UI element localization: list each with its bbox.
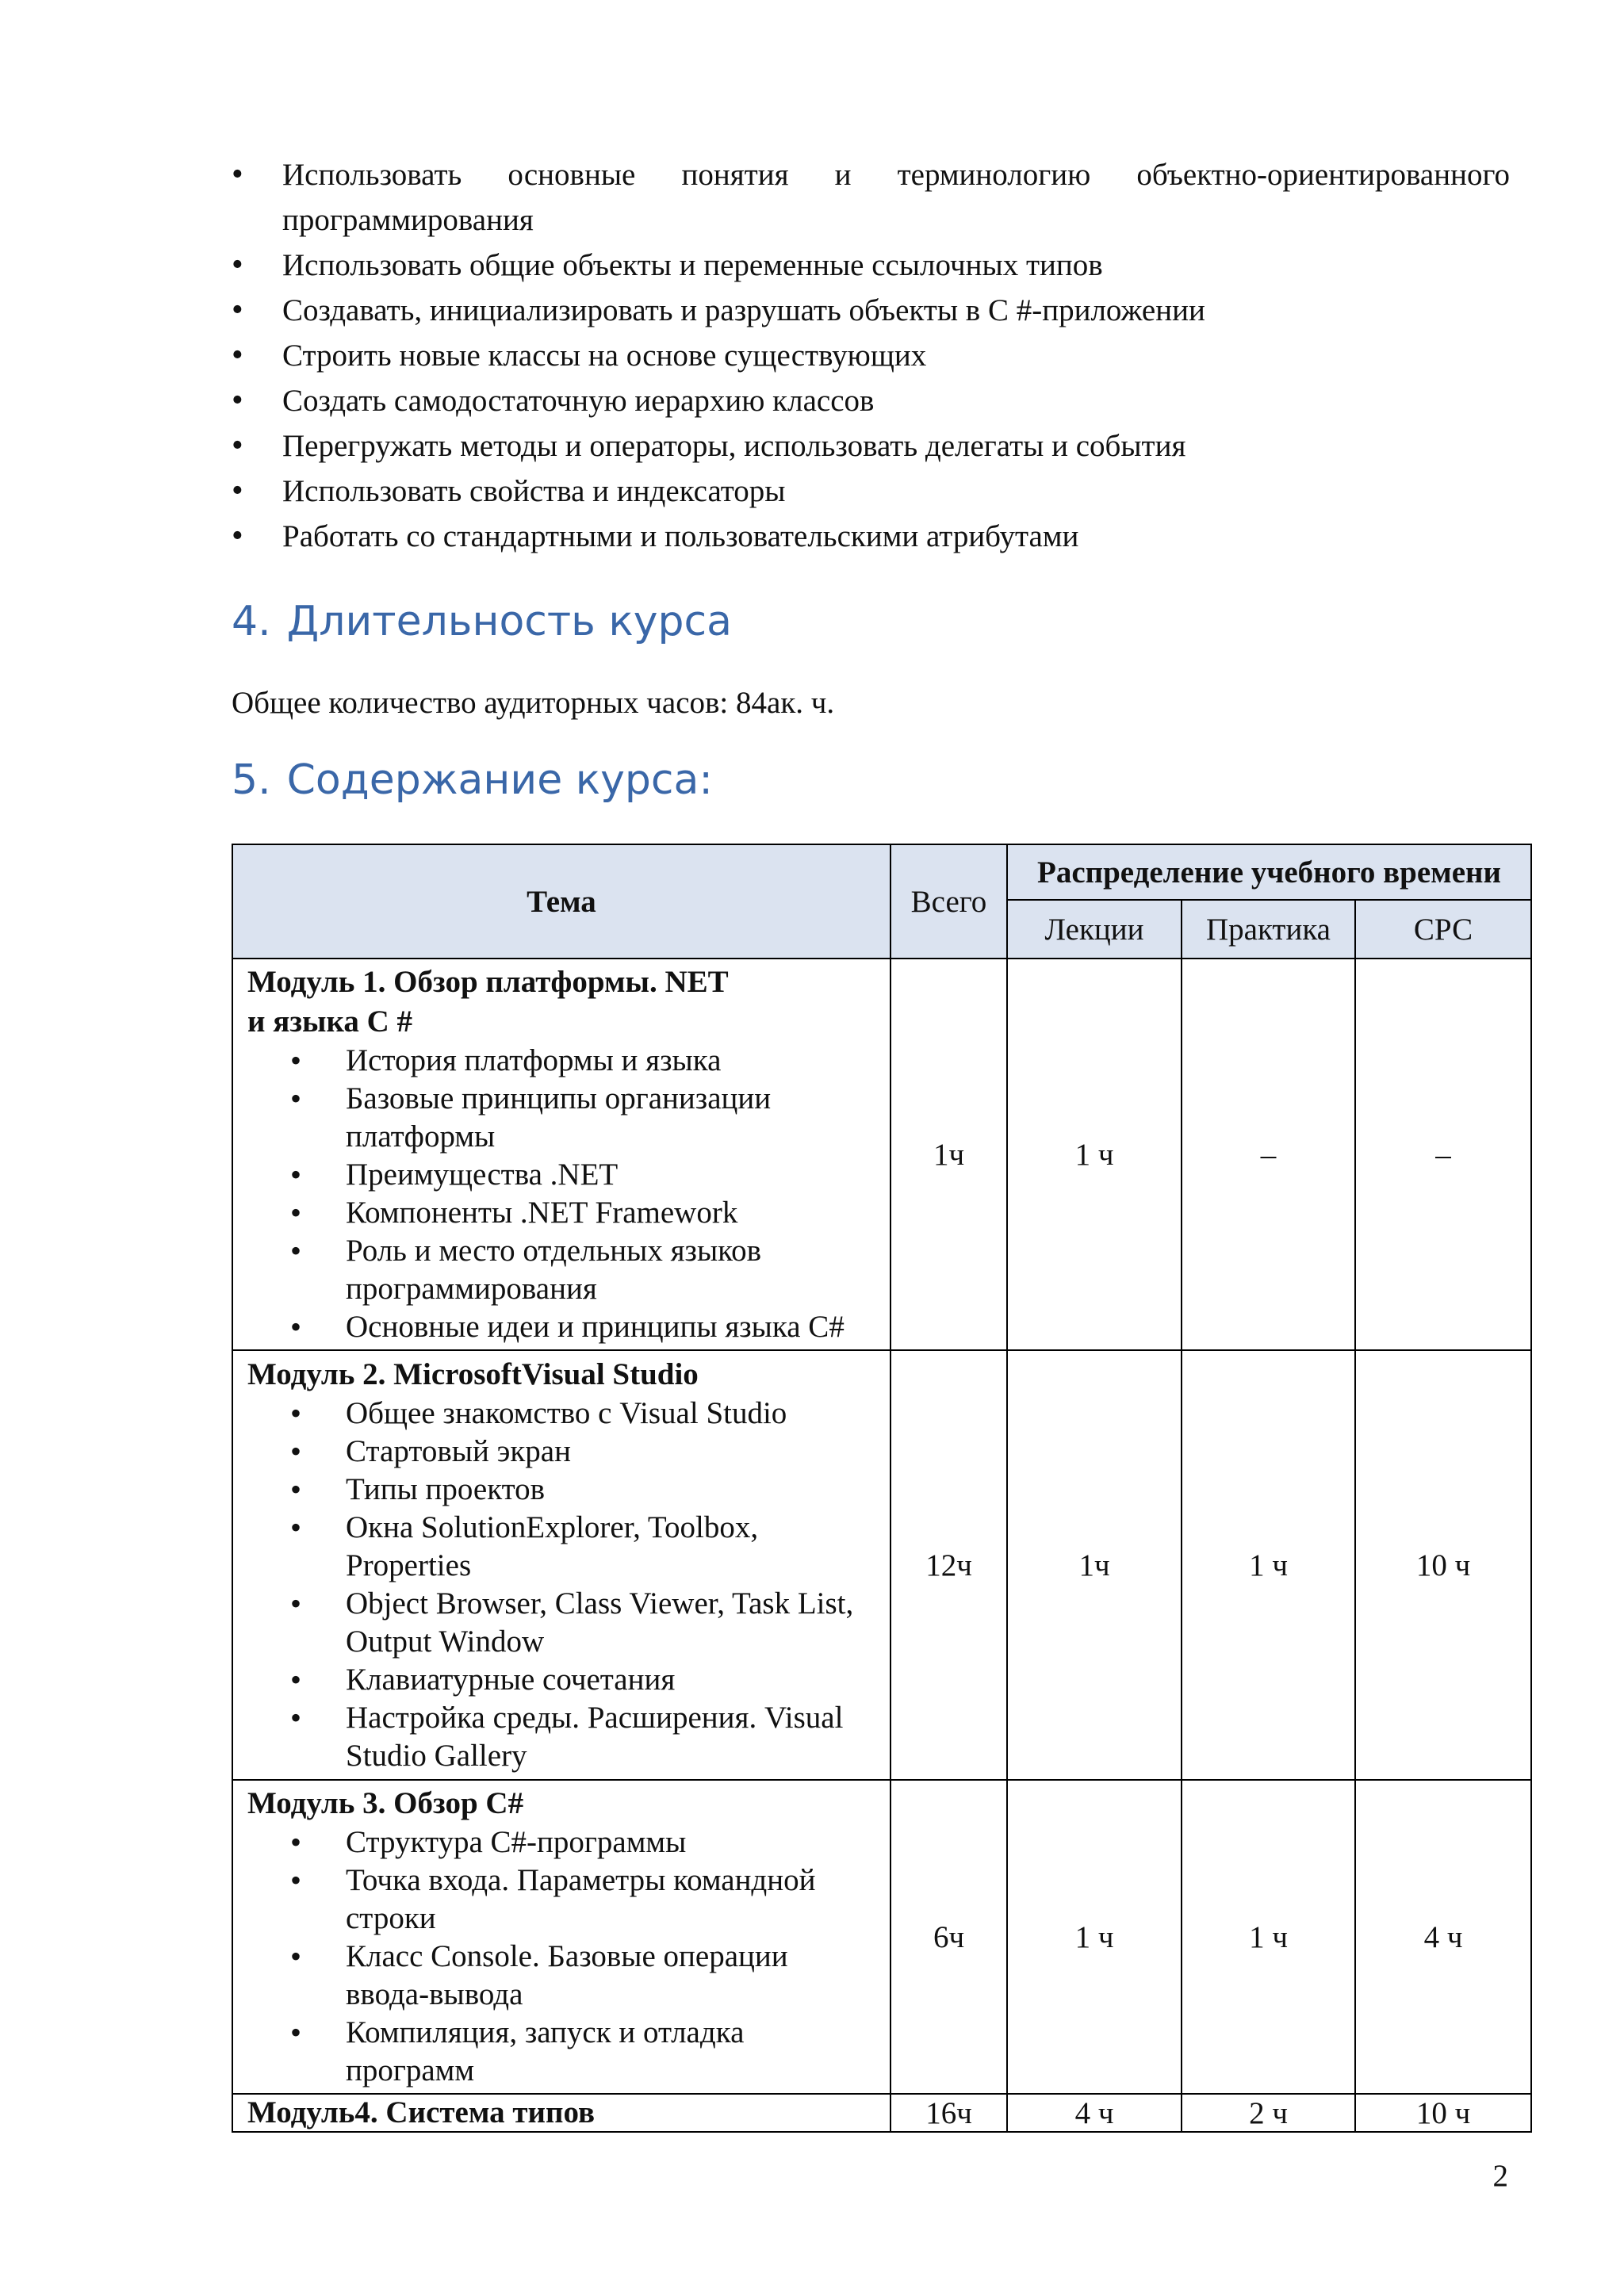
module-topic-cell xyxy=(232,1350,891,1780)
header-distribution: Распределение учебного времени xyxy=(1007,844,1531,900)
bullet-item: • Использовать общие объекты и переменные ссылочных типов xyxy=(232,243,1510,288)
section-4-number: 4. xyxy=(232,598,271,645)
header-topic: Тема xyxy=(232,844,891,959)
lecture-hours: 1 ч xyxy=(1007,959,1182,1350)
table-row xyxy=(232,1350,1531,1780)
list-item: • История платформы и языка xyxy=(247,1042,877,1080)
list-item: • Компиляция, запуск и отладка программ xyxy=(247,2014,877,2090)
header-practice: Практика xyxy=(1182,900,1355,959)
list-item: • Класс Console. Базовые операции ввода-вывода xyxy=(247,1938,877,2014)
module-topic-cell xyxy=(232,1780,891,2094)
srs-hours: 4 ч xyxy=(1355,1780,1531,2094)
practice-hours: 1 ч xyxy=(1182,1350,1355,1780)
list-item: • Настройка среды. Расширения. Visual Studio Gallery xyxy=(247,1699,877,1775)
practice-hours: 2 ч xyxy=(1182,2094,1355,2132)
table-row xyxy=(232,959,1531,1350)
table-row xyxy=(232,1780,1531,2094)
skills-bullet-list xyxy=(232,152,1510,559)
module-items xyxy=(247,1042,877,1346)
list-item: • Стартовый экран xyxy=(247,1433,877,1471)
list-item: • Типы проектов xyxy=(247,1471,877,1509)
lecture-hours: 1ч xyxy=(1007,1350,1182,1780)
srs-hours: 10 ч xyxy=(1355,1350,1531,1780)
list-item: • Преимущества .NET xyxy=(247,1156,877,1194)
section-5-heading xyxy=(232,755,713,806)
module-items xyxy=(247,1823,877,2090)
list-item: • Точка входа. Параметры командной строки xyxy=(247,1862,877,1938)
list-item: • Структура C#-программы xyxy=(247,1823,877,1862)
list-item: • Компоненты .NET Framework xyxy=(247,1194,877,1232)
bullet-item: • Создать самодостаточную иерархию классов xyxy=(232,378,1510,423)
srs-hours: – xyxy=(1355,959,1531,1350)
header-total: Всего xyxy=(891,844,1007,959)
section-4-title: Длительность курса xyxy=(286,598,732,645)
module-title: Модуль 1. Обзор платформы. NET и языка C # xyxy=(247,965,729,1039)
bullet-item: • Создавать, инициализировать и разрушать объекты в C #-приложении xyxy=(232,288,1510,333)
header-srs: СРС xyxy=(1355,900,1531,959)
module-title: Модуль 2. MicrosoftVisual Studio xyxy=(247,1357,699,1391)
list-item: • Окна SolutionExplorer, Toolbox, Properties xyxy=(247,1509,877,1585)
total-hours: 1ч xyxy=(891,959,1007,1350)
lecture-hours: 4 ч xyxy=(1007,2094,1182,2132)
list-item: • Основные идеи и принципы языка C# xyxy=(247,1308,877,1346)
total-hours: 6ч xyxy=(891,1780,1007,2094)
srs-hours: 10 ч xyxy=(1355,2094,1531,2132)
section-5-title: Содержание курса: xyxy=(286,756,713,804)
bullet-item: • Перегружать методы и операторы, использовать делегаты и события xyxy=(232,423,1510,469)
header-lectures: Лекции xyxy=(1007,900,1182,959)
list-item: • Роль и место отдельных языков программирования xyxy=(247,1232,877,1308)
section-4-heading xyxy=(232,596,732,647)
total-hours: 12ч xyxy=(891,1350,1007,1780)
course-duration-text: Общее количество аудиторных часов: 84ак. ч. xyxy=(232,686,835,720)
table-row xyxy=(232,2094,1531,2132)
list-item: • Клавиатурные сочетания xyxy=(247,1661,877,1699)
list-item: • Object Browser, Class Viewer, Task List, Output Window xyxy=(247,1585,877,1661)
bullet-item: • Работать со стандартными и пользовательскими атрибутами xyxy=(232,514,1510,559)
section-5-number: 5. xyxy=(232,756,271,804)
practice-hours: 1 ч xyxy=(1182,1780,1355,2094)
lecture-hours: 1 ч xyxy=(1007,1780,1182,2094)
bullet-item: • Строить новые классы на основе существующих xyxy=(232,333,1510,378)
list-item: • Базовые принципы организации платформы xyxy=(247,1080,877,1156)
bullet-item: • Использовать свойства и индексаторы xyxy=(232,469,1510,514)
page-number: 2 xyxy=(1492,2159,1508,2193)
module-topic-cell xyxy=(232,2094,891,2132)
module-title: Модуль 3. Обзор C# xyxy=(247,1786,524,1820)
module-topic-cell xyxy=(232,959,891,1350)
bullet-item: • Использовать основные понятия и терминологию объектно-ориентированного программирования xyxy=(232,152,1510,243)
practice-hours: – xyxy=(1182,959,1355,1350)
list-item: • Общее знакомство с Visual Studio xyxy=(247,1395,877,1433)
module-title: Модуль4. Система типов xyxy=(247,2095,596,2130)
total-hours: 16ч xyxy=(891,2094,1007,2132)
course-content-table xyxy=(232,844,1532,2133)
module-items xyxy=(247,1395,877,1775)
